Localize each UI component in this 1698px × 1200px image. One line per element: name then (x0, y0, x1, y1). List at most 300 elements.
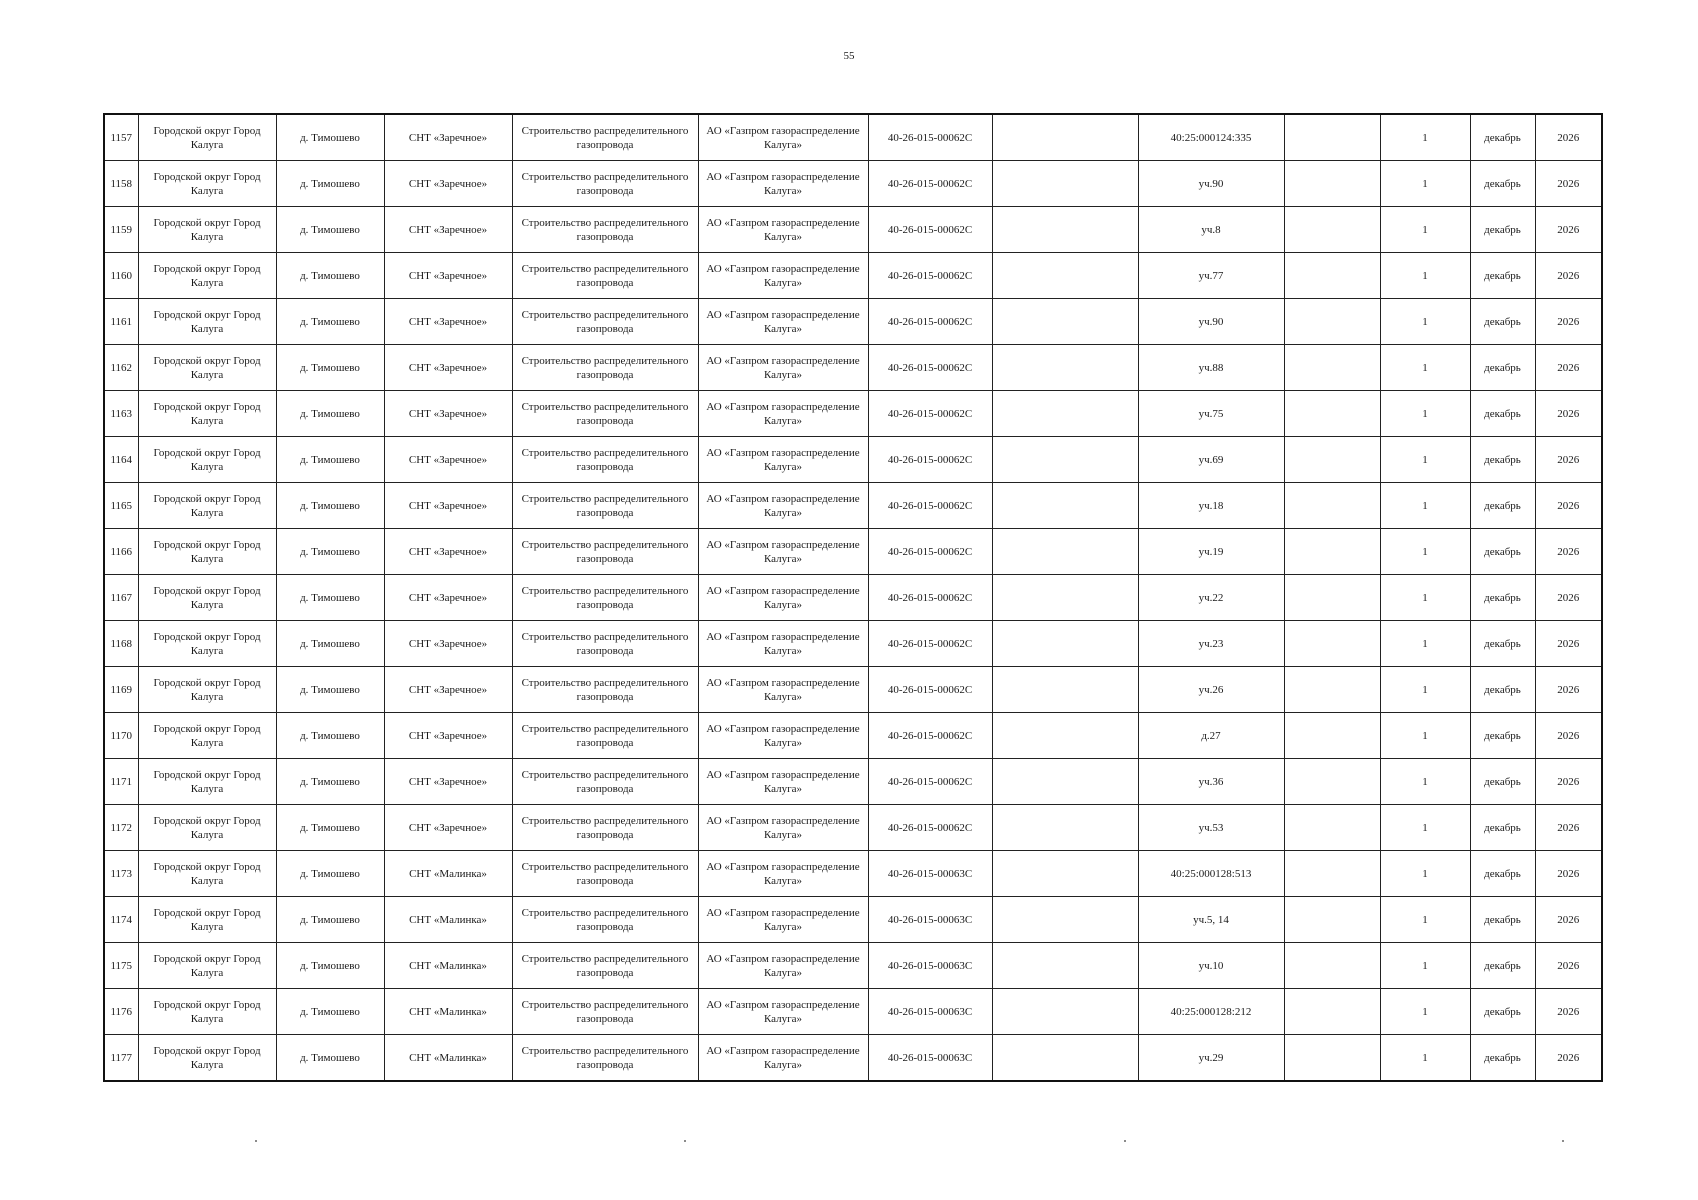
month-cell: декабрь (1470, 575, 1535, 621)
scan-speck (684, 1140, 686, 1142)
month-cell: декабрь (1470, 161, 1535, 207)
blank-cell (992, 299, 1138, 345)
blank-cell (992, 345, 1138, 391)
work-type-cell: Строительство распределительного газопровода (512, 161, 698, 207)
quantity-cell: 1 (1380, 437, 1470, 483)
year-cell: 2026 (1535, 713, 1602, 759)
object-cell: СНТ «Заречное» (384, 391, 512, 437)
blank-cell (992, 529, 1138, 575)
organization-cell: АО «Газпром газораспределение Калуга» (698, 897, 868, 943)
locality-cell: д. Тимошево (276, 529, 384, 575)
parcel-cell: уч.26 (1138, 667, 1284, 713)
locality-cell: д. Тимошево (276, 299, 384, 345)
organization-cell: АО «Газпром газораспределение Калуга» (698, 575, 868, 621)
month-cell: декабрь (1470, 114, 1535, 161)
quantity-cell: 1 (1380, 621, 1470, 667)
blank-cell (1284, 114, 1380, 161)
row-number-cell: 1171 (104, 759, 138, 805)
work-type-cell: Строительство распределительного газопровода (512, 713, 698, 759)
table-row (104, 207, 1602, 253)
organization-cell: АО «Газпром газораспределение Калуга» (698, 851, 868, 897)
month-cell: декабрь (1470, 989, 1535, 1035)
month-cell: декабрь (1470, 207, 1535, 253)
organization-cell: АО «Газпром газораспределение Калуга» (698, 759, 868, 805)
row-number-cell: 1162 (104, 345, 138, 391)
parcel-cell: уч.29 (1138, 1035, 1284, 1082)
program-code-cell: 40-26-015-00062С (868, 253, 992, 299)
parcel-cell: уч.23 (1138, 621, 1284, 667)
year-cell: 2026 (1535, 253, 1602, 299)
locality-cell: д. Тимошево (276, 345, 384, 391)
quantity-cell: 1 (1380, 207, 1470, 253)
program-code-cell: 40-26-015-00062С (868, 713, 992, 759)
month-cell: декабрь (1470, 345, 1535, 391)
month-cell: декабрь (1470, 897, 1535, 943)
year-cell: 2026 (1535, 575, 1602, 621)
row-number-cell: 1174 (104, 897, 138, 943)
work-type-cell: Строительство распределительного газопровода (512, 989, 698, 1035)
locality-cell: д. Тимошево (276, 851, 384, 897)
blank-cell (992, 713, 1138, 759)
organization-cell: АО «Газпром газораспределение Калуга» (698, 345, 868, 391)
blank-cell (1284, 391, 1380, 437)
object-cell: СНТ «Заречное» (384, 299, 512, 345)
municipality-cell: Городской округ Город Калуга (138, 483, 276, 529)
year-cell: 2026 (1535, 207, 1602, 253)
locality-cell: д. Тимошево (276, 667, 384, 713)
blank-cell (992, 897, 1138, 943)
locality-cell: д. Тимошево (276, 575, 384, 621)
parcel-cell: уч.90 (1138, 161, 1284, 207)
year-cell: 2026 (1535, 391, 1602, 437)
year-cell: 2026 (1535, 114, 1602, 161)
program-code-cell: 40-26-015-00062С (868, 207, 992, 253)
year-cell: 2026 (1535, 529, 1602, 575)
municipality-cell: Городской округ Город Калуга (138, 1035, 276, 1082)
table-row (104, 1035, 1602, 1082)
registry-body (104, 114, 1602, 1081)
organization-cell: АО «Газпром газораспределение Калуга» (698, 114, 868, 161)
object-cell: СНТ «Заречное» (384, 253, 512, 299)
quantity-cell: 1 (1380, 851, 1470, 897)
blank-cell (992, 483, 1138, 529)
quantity-cell: 1 (1380, 943, 1470, 989)
row-number-cell: 1158 (104, 161, 138, 207)
object-cell: СНТ «Малинка» (384, 1035, 512, 1082)
blank-cell (1284, 989, 1380, 1035)
object-cell: СНТ «Заречное» (384, 207, 512, 253)
locality-cell: д. Тимошево (276, 989, 384, 1035)
work-type-cell: Строительство распределительного газопровода (512, 391, 698, 437)
blank-cell (992, 161, 1138, 207)
object-cell: СНТ «Заречное» (384, 437, 512, 483)
locality-cell: д. Тимошево (276, 483, 384, 529)
municipality-cell: Городской округ Город Калуга (138, 989, 276, 1035)
municipality-cell: Городской округ Город Калуга (138, 391, 276, 437)
blank-cell (1284, 759, 1380, 805)
table-row (104, 989, 1602, 1035)
work-type-cell: Строительство распределительного газопровода (512, 483, 698, 529)
program-code-cell: 40-26-015-00062С (868, 483, 992, 529)
row-number-cell: 1159 (104, 207, 138, 253)
scan-speck (1124, 1140, 1126, 1142)
object-cell: СНТ «Малинка» (384, 943, 512, 989)
row-number-cell: 1164 (104, 437, 138, 483)
table-row (104, 345, 1602, 391)
row-number-cell: 1163 (104, 391, 138, 437)
year-cell: 2026 (1535, 851, 1602, 897)
locality-cell: д. Тимошево (276, 391, 384, 437)
quantity-cell: 1 (1380, 1035, 1470, 1082)
municipality-cell: Городской округ Город Калуга (138, 575, 276, 621)
blank-cell (1284, 805, 1380, 851)
blank-cell (1284, 207, 1380, 253)
blank-cell (1284, 897, 1380, 943)
program-code-cell: 40-26-015-00062С (868, 575, 992, 621)
municipality-cell: Городской округ Город Калуга (138, 897, 276, 943)
object-cell: СНТ «Заречное» (384, 483, 512, 529)
work-type-cell: Строительство распределительного газопровода (512, 805, 698, 851)
blank-cell (992, 759, 1138, 805)
work-type-cell: Строительство распределительного газопровода (512, 114, 698, 161)
organization-cell: АО «Газпром газораспределение Калуга» (698, 391, 868, 437)
row-number-cell: 1175 (104, 943, 138, 989)
object-cell: СНТ «Заречное» (384, 114, 512, 161)
page-number: 55 (843, 50, 855, 62)
blank-cell (1284, 253, 1380, 299)
month-cell: декабрь (1470, 299, 1535, 345)
scan-speck (255, 1140, 257, 1142)
object-cell: СНТ «Заречное» (384, 161, 512, 207)
quantity-cell: 1 (1380, 161, 1470, 207)
municipality-cell: Городской округ Город Калуга (138, 299, 276, 345)
blank-cell (992, 253, 1138, 299)
blank-cell (1284, 851, 1380, 897)
program-code-cell: 40-26-015-00062С (868, 667, 992, 713)
blank-cell (1284, 943, 1380, 989)
scan-speck (1562, 1140, 1564, 1142)
registry-table (103, 113, 1603, 1082)
month-cell: декабрь (1470, 943, 1535, 989)
table-row (104, 943, 1602, 989)
object-cell: СНТ «Заречное» (384, 805, 512, 851)
table-row (104, 483, 1602, 529)
year-cell: 2026 (1535, 483, 1602, 529)
municipality-cell: Городской округ Город Калуга (138, 667, 276, 713)
table-row (104, 575, 1602, 621)
row-number-cell: 1157 (104, 114, 138, 161)
work-type-cell: Строительство распределительного газопровода (512, 1035, 698, 1082)
blank-cell (992, 437, 1138, 483)
table-row (104, 253, 1602, 299)
object-cell: СНТ «Малинка» (384, 851, 512, 897)
month-cell: декабрь (1470, 805, 1535, 851)
quantity-cell: 1 (1380, 805, 1470, 851)
blank-cell (992, 575, 1138, 621)
quantity-cell: 1 (1380, 299, 1470, 345)
work-type-cell: Строительство распределительного газопровода (512, 207, 698, 253)
locality-cell: д. Тимошево (276, 1035, 384, 1082)
row-number-cell: 1165 (104, 483, 138, 529)
organization-cell: АО «Газпром газораспределение Калуга» (698, 529, 868, 575)
parcel-cell: уч.36 (1138, 759, 1284, 805)
municipality-cell: Городской округ Город Калуга (138, 529, 276, 575)
object-cell: СНТ «Заречное» (384, 713, 512, 759)
parcel-cell: 40:25:000128:513 (1138, 851, 1284, 897)
table-row (104, 621, 1602, 667)
municipality-cell: Городской округ Город Калуга (138, 621, 276, 667)
blank-cell (1284, 621, 1380, 667)
object-cell: СНТ «Малинка» (384, 989, 512, 1035)
municipality-cell: Городской округ Город Калуга (138, 345, 276, 391)
work-type-cell: Строительство распределительного газопровода (512, 621, 698, 667)
blank-cell (1284, 575, 1380, 621)
blank-cell (992, 1035, 1138, 1082)
parcel-cell: уч.90 (1138, 299, 1284, 345)
locality-cell: д. Тимошево (276, 207, 384, 253)
year-cell: 2026 (1535, 621, 1602, 667)
work-type-cell: Строительство распределительного газопровода (512, 253, 698, 299)
table-row (104, 161, 1602, 207)
organization-cell: АО «Газпром газораспределение Калуга» (698, 621, 868, 667)
row-number-cell: 1167 (104, 575, 138, 621)
organization-cell: АО «Газпром газораспределение Калуга» (698, 207, 868, 253)
month-cell: декабрь (1470, 759, 1535, 805)
year-cell: 2026 (1535, 345, 1602, 391)
year-cell: 2026 (1535, 299, 1602, 345)
month-cell: декабрь (1470, 713, 1535, 759)
municipality-cell: Городской округ Город Калуга (138, 759, 276, 805)
blank-cell (992, 989, 1138, 1035)
table-row (104, 667, 1602, 713)
blank-cell (992, 943, 1138, 989)
year-cell: 2026 (1535, 1035, 1602, 1082)
municipality-cell: Городской округ Город Калуга (138, 253, 276, 299)
program-code-cell: 40-26-015-00063С (868, 851, 992, 897)
object-cell: СНТ «Заречное» (384, 345, 512, 391)
blank-cell (1284, 437, 1380, 483)
year-cell: 2026 (1535, 759, 1602, 805)
year-cell: 2026 (1535, 897, 1602, 943)
month-cell: декабрь (1470, 437, 1535, 483)
row-number-cell: 1166 (104, 529, 138, 575)
object-cell: СНТ «Заречное» (384, 575, 512, 621)
quantity-cell: 1 (1380, 713, 1470, 759)
municipality-cell: Городской округ Город Калуга (138, 943, 276, 989)
year-cell: 2026 (1535, 667, 1602, 713)
blank-cell (992, 621, 1138, 667)
blank-cell (1284, 667, 1380, 713)
quantity-cell: 1 (1380, 391, 1470, 437)
row-number-cell: 1173 (104, 851, 138, 897)
table-row (104, 114, 1602, 161)
municipality-cell: Городской округ Город Калуга (138, 437, 276, 483)
blank-cell (1284, 713, 1380, 759)
locality-cell: д. Тимошево (276, 161, 384, 207)
program-code-cell: 40-26-015-00063С (868, 897, 992, 943)
parcel-cell: уч.18 (1138, 483, 1284, 529)
month-cell: декабрь (1470, 391, 1535, 437)
table-row (104, 713, 1602, 759)
work-type-cell: Строительство распределительного газопровода (512, 897, 698, 943)
municipality-cell: Городской округ Город Калуга (138, 851, 276, 897)
locality-cell: д. Тимошево (276, 114, 384, 161)
table-row (104, 851, 1602, 897)
quantity-cell: 1 (1380, 575, 1470, 621)
quantity-cell: 1 (1380, 759, 1470, 805)
row-number-cell: 1170 (104, 713, 138, 759)
locality-cell: д. Тимошево (276, 713, 384, 759)
locality-cell: д. Тимошево (276, 897, 384, 943)
month-cell: декабрь (1470, 483, 1535, 529)
quantity-cell: 1 (1380, 114, 1470, 161)
quantity-cell: 1 (1380, 667, 1470, 713)
blank-cell (1284, 1035, 1380, 1082)
organization-cell: АО «Газпром газораспределение Калуга» (698, 805, 868, 851)
locality-cell: д. Тимошево (276, 805, 384, 851)
program-code-cell: 40-26-015-00063С (868, 989, 992, 1035)
program-code-cell: 40-26-015-00063С (868, 1035, 992, 1082)
work-type-cell: Строительство распределительного газопровода (512, 299, 698, 345)
table-row (104, 437, 1602, 483)
year-cell: 2026 (1535, 989, 1602, 1035)
locality-cell: д. Тимошево (276, 437, 384, 483)
municipality-cell: Городской округ Город Калуга (138, 161, 276, 207)
locality-cell: д. Тимошево (276, 253, 384, 299)
work-type-cell: Строительство распределительного газопровода (512, 759, 698, 805)
work-type-cell: Строительство распределительного газопровода (512, 529, 698, 575)
work-type-cell: Строительство распределительного газопровода (512, 943, 698, 989)
municipality-cell: Городской округ Город Калуга (138, 805, 276, 851)
table-row (104, 299, 1602, 345)
row-number-cell: 1176 (104, 989, 138, 1035)
quantity-cell: 1 (1380, 989, 1470, 1035)
row-number-cell: 1169 (104, 667, 138, 713)
quantity-cell: 1 (1380, 529, 1470, 575)
parcel-cell: уч.75 (1138, 391, 1284, 437)
row-number-cell: 1172 (104, 805, 138, 851)
object-cell: СНТ «Заречное» (384, 759, 512, 805)
municipality-cell: Городской округ Город Калуга (138, 713, 276, 759)
blank-cell (992, 207, 1138, 253)
blank-cell (1284, 529, 1380, 575)
work-type-cell: Строительство распределительного газопровода (512, 851, 698, 897)
object-cell: СНТ «Малинка» (384, 897, 512, 943)
program-code-cell: 40-26-015-00062С (868, 345, 992, 391)
parcel-cell: уч.10 (1138, 943, 1284, 989)
table-row (104, 529, 1602, 575)
work-type-cell: Строительство распределительного газопровода (512, 575, 698, 621)
organization-cell: АО «Газпром газораспределение Калуга» (698, 253, 868, 299)
quantity-cell: 1 (1380, 345, 1470, 391)
parcel-cell: уч.5, 14 (1138, 897, 1284, 943)
locality-cell: д. Тимошево (276, 621, 384, 667)
parcel-cell: уч.88 (1138, 345, 1284, 391)
month-cell: декабрь (1470, 621, 1535, 667)
organization-cell: АО «Газпром газораспределение Калуга» (698, 437, 868, 483)
municipality-cell: Городской округ Город Калуга (138, 207, 276, 253)
organization-cell: АО «Газпром газораспределение Калуга» (698, 1035, 868, 1082)
blank-cell (992, 667, 1138, 713)
program-code-cell: 40-26-015-00062С (868, 621, 992, 667)
organization-cell: АО «Газпром газораспределение Калуга» (698, 299, 868, 345)
month-cell: декабрь (1470, 253, 1535, 299)
quantity-cell: 1 (1380, 897, 1470, 943)
table-row (104, 897, 1602, 943)
quantity-cell: 1 (1380, 483, 1470, 529)
year-cell: 2026 (1535, 943, 1602, 989)
program-code-cell: 40-26-015-00062С (868, 805, 992, 851)
program-code-cell: 40-26-015-00062С (868, 529, 992, 575)
organization-cell: АО «Газпром газораспределение Калуга» (698, 483, 868, 529)
parcel-cell: уч.8 (1138, 207, 1284, 253)
year-cell: 2026 (1535, 161, 1602, 207)
blank-cell (1284, 161, 1380, 207)
blank-cell (1284, 483, 1380, 529)
parcel-cell: уч.77 (1138, 253, 1284, 299)
row-number-cell: 1161 (104, 299, 138, 345)
program-code-cell: 40-26-015-00062С (868, 437, 992, 483)
locality-cell: д. Тимошево (276, 943, 384, 989)
blank-cell (992, 805, 1138, 851)
program-code-cell: 40-26-015-00062С (868, 114, 992, 161)
organization-cell: АО «Газпром газораспределение Калуга» (698, 161, 868, 207)
organization-cell: АО «Газпром газораспределение Калуга» (698, 943, 868, 989)
blank-cell (992, 114, 1138, 161)
parcel-cell: 40:25:000124:335 (1138, 114, 1284, 161)
object-cell: СНТ «Заречное» (384, 621, 512, 667)
locality-cell: д. Тимошево (276, 759, 384, 805)
object-cell: СНТ «Заречное» (384, 667, 512, 713)
program-code-cell: 40-26-015-00062С (868, 161, 992, 207)
organization-cell: АО «Газпром газораспределение Калуга» (698, 989, 868, 1035)
month-cell: декабрь (1470, 667, 1535, 713)
parcel-cell: уч.53 (1138, 805, 1284, 851)
blank-cell (992, 851, 1138, 897)
program-code-cell: 40-26-015-00062С (868, 759, 992, 805)
month-cell: декабрь (1470, 529, 1535, 575)
program-code-cell: 40-26-015-00063С (868, 943, 992, 989)
parcel-cell: уч.22 (1138, 575, 1284, 621)
month-cell: декабрь (1470, 851, 1535, 897)
blank-cell (1284, 345, 1380, 391)
year-cell: 2026 (1535, 805, 1602, 851)
work-type-cell: Строительство распределительного газопровода (512, 437, 698, 483)
table-row (104, 391, 1602, 437)
year-cell: 2026 (1535, 437, 1602, 483)
table-row (104, 759, 1602, 805)
row-number-cell: 1177 (104, 1035, 138, 1082)
work-type-cell: Строительство распределительного газопровода (512, 345, 698, 391)
parcel-cell: 40:25:000128:212 (1138, 989, 1284, 1035)
blank-cell (992, 391, 1138, 437)
parcel-cell: д.27 (1138, 713, 1284, 759)
organization-cell: АО «Газпром газораспределение Калуга» (698, 713, 868, 759)
organization-cell: АО «Газпром газораспределение Калуга» (698, 667, 868, 713)
table-row (104, 805, 1602, 851)
program-code-cell: 40-26-015-00062С (868, 299, 992, 345)
scan-specks (0, 1140, 1698, 1150)
quantity-cell: 1 (1380, 253, 1470, 299)
row-number-cell: 1168 (104, 621, 138, 667)
row-number-cell: 1160 (104, 253, 138, 299)
object-cell: СНТ «Заречное» (384, 529, 512, 575)
blank-cell (1284, 299, 1380, 345)
work-type-cell: Строительство распределительного газопровода (512, 667, 698, 713)
parcel-cell: уч.69 (1138, 437, 1284, 483)
parcel-cell: уч.19 (1138, 529, 1284, 575)
municipality-cell: Городской округ Город Калуга (138, 114, 276, 161)
